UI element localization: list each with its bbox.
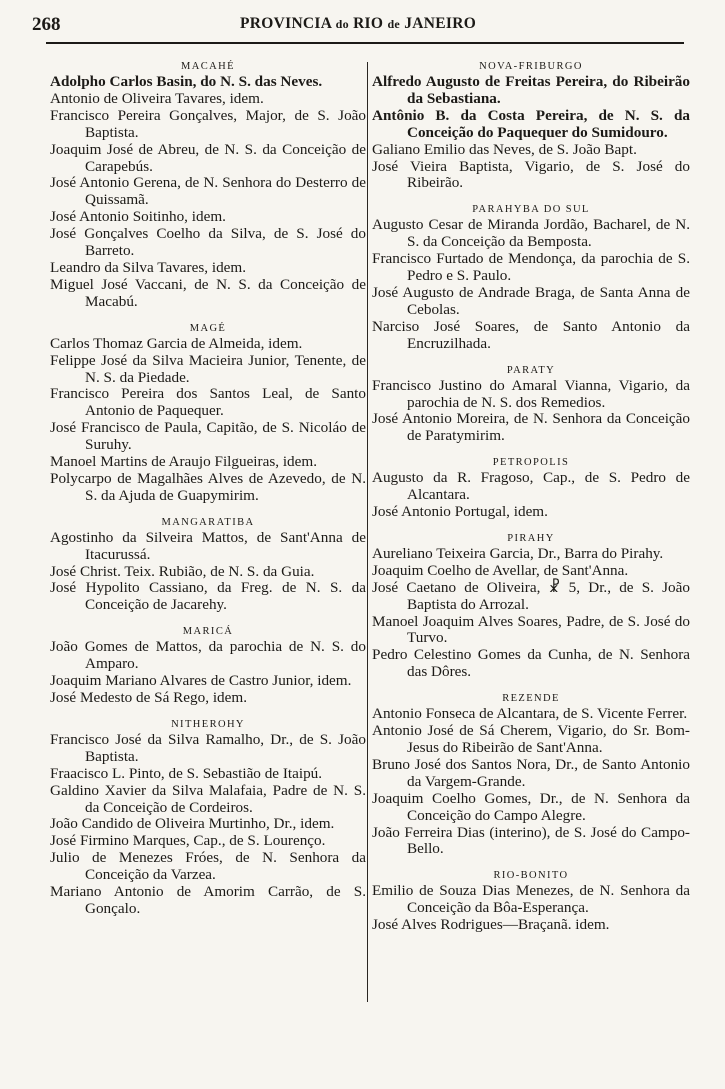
directory-entry: José Alves Rodrigues—Braçanã. idem.: [372, 916, 610, 934]
title-do: do: [335, 17, 349, 31]
directory-entry: Julio de Menezes Fróes, de N. Senhora da Conceição da Varzea.: [50, 849, 366, 884]
section-title: REZENDE: [502, 693, 560, 705]
directory-entry: José Firmino Marques, Cap., de S. Lourenço.: [50, 832, 326, 850]
directory-entry: Augusto Cesar de Miranda Jordão, Bacharel, de N. S. da Conceição da Bemposta.: [372, 216, 690, 251]
directory-entry: José Antonio Portugal, idem.: [372, 503, 548, 521]
directory-entry: Alfredo Augusto de Freitas Pereira, do Ribeirão da Sebastiana.: [372, 73, 690, 107]
right-column: [372, 60, 690, 934]
directory-entry: Agostinho da Silveira Mattos, de Sant'Anna de Itacurussá.: [50, 528, 366, 563]
directory-entry: José Augusto de Andrade Braga, de Santa Anna de Cebolas.: [372, 283, 690, 318]
section-title: MANGARATIBA: [161, 516, 255, 528]
directory-entry: José Gonçalves Coelho da Silva, de S. José do Barreto.: [50, 225, 366, 260]
title-janeiro: JANEIRO: [404, 15, 477, 32]
directory-entry: Joaquim Mariano Alvares de Castro Junior, idem.: [50, 672, 352, 690]
directory-entry: Bruno José dos Santos Nora, Dr., de Santo Antonio da Vargem-Grande.: [372, 755, 690, 790]
directory-entry: Antonio Fonseca de Alcantara, de S. Vicente Ferrer.: [372, 705, 688, 723]
running-title: [240, 15, 476, 33]
section-title: MAGÉ: [189, 322, 227, 334]
directory-entry: José Caetano de Oliveira, ☧ 5, Dr., de S. João Baptista do Arrozal.: [372, 578, 690, 613]
column-divider: [367, 62, 368, 1002]
directory-entry: José Christ. Teix. Rubião, de N. S. da Guia.: [50, 562, 315, 580]
directory-entry: Miguel José Vaccani, de N. S. da Conceição de Macabú.: [50, 275, 366, 310]
directory-entry: Fraacisco L. Pinto, de S. Sebastião de Itaipú.: [50, 764, 323, 782]
directory-entry: Manoel Martins de Araujo Filgueiras, idem.: [50, 453, 317, 471]
left-column: [50, 60, 366, 918]
directory-entry: Leandro da Silva Tavares, idem.: [50, 258, 247, 276]
directory-entry: Francisco Pereira dos Santos Leal, de Santo Antonio de Paquequer.: [50, 385, 366, 420]
directory-entry: José Antonio Soitinho, idem.: [50, 208, 226, 226]
title-provincia: PROVINCIA: [240, 15, 332, 32]
directory-entry: José Hypolito Cassiano, da Freg. de N. S. da Conceição de Jacarehy.: [50, 579, 366, 614]
directory-entry: José Medesto de Sá Rego, idem.: [50, 689, 247, 706]
page-header: [30, 14, 700, 40]
directory-entry: Adolpho Carlos Basin, do N. S. das Neves.: [50, 73, 323, 90]
directory-entry: Felippe José da Silva Macieira Junior, Tenente, de N. S. da Piedade.: [50, 351, 366, 386]
directory-entry: Augusto da R. Fragoso, Cap., de S. Pedro de Alcantara.: [372, 469, 690, 504]
header-rule: [46, 42, 684, 44]
directory-entry: José Antonio Moreira, de N. Senhora da Conceição de Paratymirim.: [372, 410, 690, 445]
directory-entry: José Francisco de Paula, Capitão, de S. Nicoláo de Suruhy.: [50, 419, 366, 454]
directory-entry: Narciso José Soares, de Santo Antonio da Encruzilhada.: [372, 317, 690, 352]
section-title: PIRAHY: [507, 532, 555, 544]
section-title: NOVA-FRIBURGO: [479, 61, 583, 72]
directory-entry: José Antonio Gerena, de N. Senhora do Desterro de Quissamã.: [50, 174, 366, 209]
directory-entry: Manoel Joaquim Alves Soares, Padre, de S. José do Turvo.: [372, 612, 690, 647]
directory-entry: Mariano Antonio de Amorim Carrão, de S. Gonçalo.: [50, 883, 366, 917]
title-rio: RIO: [353, 15, 384, 32]
directory-entry: João Gomes de Mattos, da parochia de N. S. do Amparo.: [50, 638, 366, 673]
directory-entry: Antonio José de Sá Cherem, Vigario, do Sr. Bom-Jesus do Ribeirão de Sant'Anna.: [372, 722, 690, 756]
directory-entry: Emilio de Souza Dias Menezes, de N. Senhora da Conceição da Bôa-Esperança.: [372, 882, 690, 917]
directory-entry: Francisco José da Silva Ramalho, Dr., de S. João Baptista.: [50, 730, 366, 765]
section-title: PARAHYBA DO SUL: [472, 204, 590, 216]
title-de: de: [387, 17, 401, 31]
section-title: PETROPOLIS: [492, 457, 570, 469]
directory-entry: Galdino Xavier da Silva Malafaia, Padre de N. S. da Conceição de Cordeiros.: [50, 781, 366, 816]
directory-entry: Antônio B. da Costa Pereira, de N. S. da Conceição do Paquequer do Sumidouro.: [372, 106, 690, 141]
directory-entry: Joaquim José de Abreu, de N. S. da Conceição de Carapebús.: [50, 140, 366, 175]
section-title: PARATY: [506, 364, 556, 376]
directory-entry: João Candido de Oliveira Murtinho, Dr., idem.: [50, 815, 335, 833]
directory-entry: Carlos Thomaz Garcia de Almeida, idem.: [50, 334, 303, 352]
directory-entry: Polycarpo de Magalhães Alves de Azevedo, de N. S. da Ajuda de Guapymirim.: [50, 469, 366, 504]
directory-entry: Galiano Emilio das Neves, de S. João Bapt.: [372, 140, 637, 158]
directory-entry: Francisco Justino do Amaral Vianna, Vigario, da parochia de N. S. dos Remedios.: [372, 376, 690, 411]
section-title: MARICÁ: [182, 626, 234, 638]
section-title: RIO-BONITO: [493, 870, 569, 882]
directory-entry: Francisco Furtado de Mendonça, da parochia de S. Pedro e S. Paulo.: [372, 250, 690, 285]
directory-entry: João Ferreira Dias (interino), de S. José do Campo-Bello.: [372, 823, 690, 858]
directory-entry: Francisco Pereira Gonçalves, Major, de S. João Baptista.: [50, 106, 366, 141]
directory-entry: Joaquim Coelho Gomes, Dr., de N. Senhora da Conceição do Campo Alegre.: [372, 789, 690, 824]
page-number: 268: [32, 14, 61, 35]
directory-entry: Pedro Celestino Gomes da Cunha, de N. Senhora das Dôres.: [372, 646, 690, 681]
section-title: MACAHÉ: [181, 61, 235, 72]
section-title: NITHEROHY: [171, 718, 245, 730]
directory-entry: Antonio de Oliveira Tavares, idem.: [50, 89, 264, 107]
directory-entry: Aureliano Teixeira Garcia, Dr., Barra do Pirahy.: [372, 544, 664, 562]
directory-entry: José Vieira Baptista, Vigario, de S. José do Ribeirão.: [372, 157, 690, 192]
directory-entry: Joaquim Coelho de Avellar, de Sant'Anna.: [372, 561, 629, 579]
